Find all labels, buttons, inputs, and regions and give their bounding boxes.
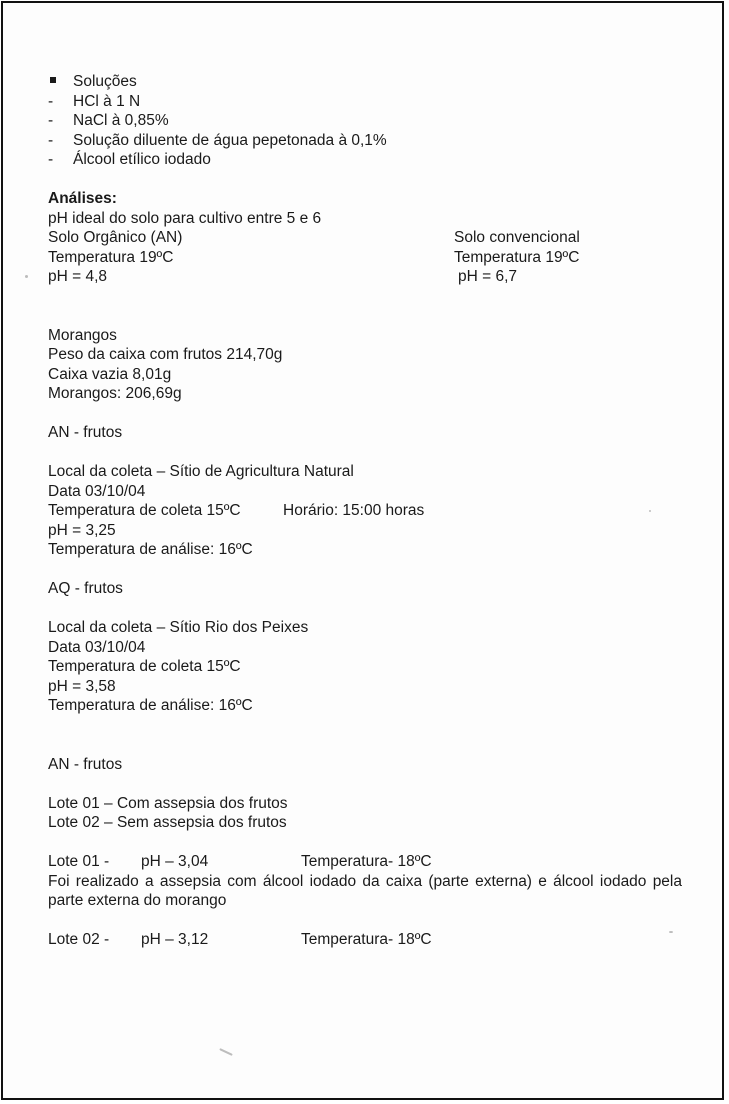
morangos-peso: Morangos: 206,69g (48, 385, 182, 402)
solo-convencional-ph: pH = 6,7 (458, 268, 518, 285)
dash-bullet: - (48, 112, 54, 129)
an-horario: Horário: 15:00 horas (283, 502, 425, 519)
solucao-diluente: Solução diluente de água pepetonada à 0,1% (73, 131, 387, 149)
scan-speck (25, 275, 28, 278)
aq-local-coleta: Local da coleta – Sítio Rio dos Peixes (48, 619, 309, 636)
an-frutos-title: AN - frutos (48, 424, 123, 441)
dash-bullet: - (48, 151, 54, 168)
solucoes-header-row (48, 72, 688, 92)
analises-heading: Análises: (48, 190, 117, 207)
aq-ph: pH = 3,58 (48, 677, 116, 695)
solucao-alcool: Álcool etílico iodado (73, 151, 211, 168)
square-bullet-icon (48, 72, 73, 92)
an-local-coleta: Local da coleta – Sítio de Agricultura Natural (48, 463, 354, 480)
lote01-ph: pH – 3,04 (141, 853, 209, 870)
lote02-temp: Temperatura- 18ºC (301, 931, 432, 948)
lote01-desc: Lote 01 – Com assepsia dos frutos (48, 794, 288, 812)
ideal-ph-text: pH ideal do solo para cultivo entre 5 e 6 (48, 209, 322, 227)
dash-bullet: - (48, 131, 54, 149)
solo-convencional-temperatura: Temperatura 19ºC (454, 248, 580, 266)
list-item (48, 111, 688, 131)
solo-organico-title: Solo Orgânico (AN) (48, 229, 183, 246)
solo-organico-ph: pH = 4,8 (48, 268, 108, 285)
solo-convencional-block (454, 228, 688, 287)
aq-data: Data 03/10/04 (48, 638, 146, 656)
lote02-label: Lote 02 - (48, 931, 110, 948)
an-temp-analise: Temperatura de análise: 16ºC (48, 541, 253, 558)
lote01-row (48, 852, 688, 872)
solo-organico-block (48, 228, 454, 287)
an-ph: pH = 3,25 (48, 521, 116, 539)
an-data: Data 03/10/04 (48, 482, 146, 500)
lote02-desc: Lote 02 – Sem assepsia dos frutos (48, 814, 287, 831)
list-item (48, 150, 688, 170)
solucoes-header: Soluções (73, 73, 137, 90)
morangos-title: Morangos (48, 326, 117, 344)
solo-comparison (48, 228, 688, 287)
caixa-vazia: Caixa vazia 8,01g (48, 365, 172, 383)
lote01-label: Lote 01 - (48, 853, 110, 870)
list-item (48, 92, 688, 112)
an-temp-horario-row (48, 501, 688, 521)
scan-speck (219, 1048, 233, 1056)
list-item (48, 131, 688, 151)
document-content (48, 72, 688, 950)
aq-temp-analise: Temperatura de análise: 16ºC (48, 697, 253, 714)
aq-temp-coleta: Temperatura de coleta 15ºC (48, 658, 241, 675)
document-page (1, 1, 724, 1100)
dash-bullet: - (48, 92, 54, 110)
aq-frutos-title: AQ - frutos (48, 580, 123, 597)
an-temp-coleta: Temperatura de coleta 15ºC (48, 502, 241, 519)
solo-convencional-title: Solo convencional (454, 229, 580, 246)
lote02-row (48, 930, 688, 950)
lote01-note: Foi realizado a assepsia com álcool iodado da caixa (parte externa) e álcool iodado pela parte externa do morango (48, 872, 682, 909)
peso-caixa: Peso da caixa com frutos 214,70g (48, 346, 283, 363)
solucao-hcl: HCl à 1 N (73, 92, 141, 110)
solucao-nacl: NaCl à 0,85% (73, 112, 169, 129)
an-lotes-title: AN - frutos (48, 755, 123, 773)
lote01-temp: Temperatura- 18ºC (301, 853, 432, 870)
solo-organico-temperatura: Temperatura 19ºC (48, 248, 174, 266)
lote02-ph: pH – 3,12 (141, 931, 209, 948)
